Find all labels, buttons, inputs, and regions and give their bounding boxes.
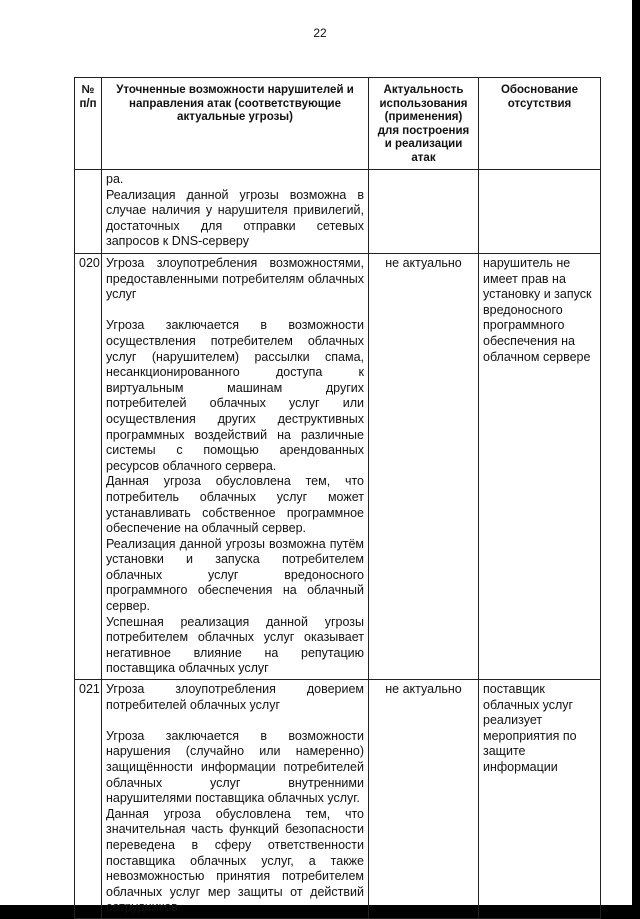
description-paragraph: Данная угроза обусловлена тем, что значительная часть функций безопасности переведена в сферу ответственности поставщика облачных услуг, а также невозможностью принятия потребителем облачных услуг мер защиты от действий сотрудников — [106, 806, 364, 915]
header-justification: Обоснование отсутствия — [479, 78, 601, 170]
table-row — [75, 680, 601, 919]
description-paragraph: Реализация данной угрозы возможна путём установки и запуска потребителем облачных услуг вредоносного программного обеспечения на облачный сервер. — [106, 536, 364, 614]
row-description-cell — [102, 680, 369, 919]
paragraph-gap — [106, 713, 364, 729]
row-actuality-cell — [369, 170, 479, 254]
header-actuality: Актуальность использования (применения) для построения и реализации атак — [369, 78, 479, 170]
header-number: № п/п — [75, 78, 102, 170]
row-number: 021 — [75, 680, 102, 919]
row-actuality: не актуально — [369, 254, 479, 680]
row-number: 020 — [75, 254, 102, 680]
row-description-cell — [102, 254, 369, 680]
header-description: Уточненные возможности нарушителей и направления атак (соответствующие актуальные угрозы) — [102, 78, 369, 170]
page-number: 22 — [313, 26, 327, 40]
table-row — [75, 254, 601, 680]
threats-table — [74, 77, 601, 919]
description-paragraph: Угроза заключается в возможности нарушения (случайно или намеренно) защищённости информации потребителей облачных услуг внутренними нарушителями поставщика облачных услуг. — [106, 728, 364, 806]
description-paragraph: ра. — [106, 172, 124, 186]
table-header-row — [75, 78, 601, 170]
row-actuality: не актуально — [369, 680, 479, 919]
threat-title: Угроза злоупотребления возможностями, предоставленными потребителям облачных услуг — [106, 256, 364, 302]
description-paragraph: Успешная реализация данной угрозы потребителем облачных услуг оказывает негативное влияние на репутацию поставщика облачных услуг — [106, 614, 364, 676]
threat-title: Угроза злоупотребления доверием потребителей облачных услуг — [106, 682, 364, 712]
row-description-cell — [102, 170, 369, 254]
row-number-cell — [75, 170, 102, 254]
paragraph-gap — [106, 303, 364, 319]
description-paragraph: Данная угроза обусловлена тем, что потребитель облачных услуг может устанавливать собственное программное обеспечение на облачный сервер. — [106, 474, 364, 536]
row-justification: нарушитель не имеет прав на установку и запуск вредоносного программного обеспечения на облачном сервере — [479, 254, 601, 680]
description-paragraph: Реализация данной угрозы возможна в случае наличия у нарушителя привилегий, достаточных для отправки сетевых запросов к DNS-серверу — [106, 187, 364, 249]
table-row-continuation — [75, 170, 601, 254]
row-justification-cell — [479, 170, 601, 254]
description-paragraph: Угроза заключается в возможности осуществления потребителем облачных услуг (нарушителем) рассылки спама, несанкционированного доступа к виртуальным машинам других потребителей облачных услуг или осуществления других деструктивных программных воздействий на различные системы с помощью арендованных ресурсов облачного сервера. — [106, 318, 364, 473]
row-justification: поставщик облачных услуг реализует мероприятия по защите информации — [479, 680, 601, 919]
